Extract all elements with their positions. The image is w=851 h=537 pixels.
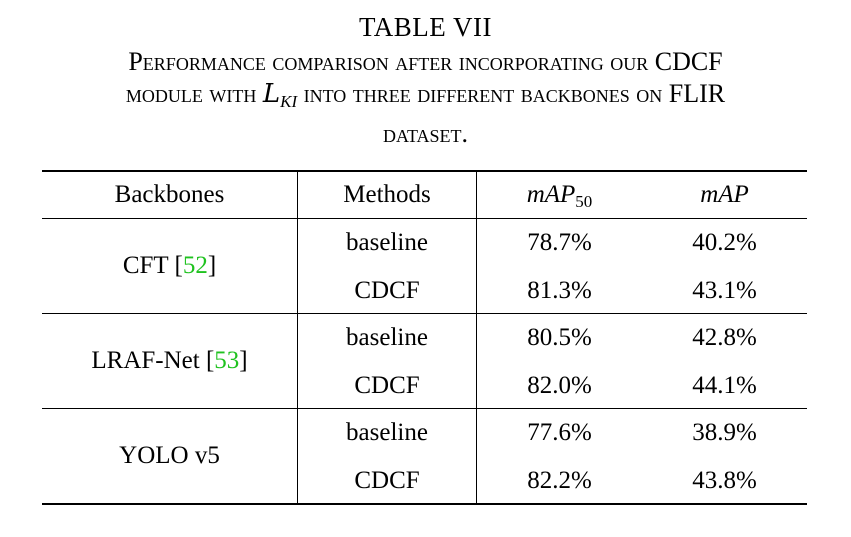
header-backbones: Backbones bbox=[114, 181, 225, 208]
caption-line-2-pre: module with bbox=[125, 79, 257, 108]
backbone-lraf-net: LRAF-Net [53] bbox=[91, 347, 248, 374]
table-label: TABLE VII bbox=[358, 12, 493, 42]
method-cell: CDCF bbox=[354, 467, 420, 494]
header-methods: Methods bbox=[343, 181, 431, 208]
group-rule-1 bbox=[42, 313, 807, 314]
map-cell: 40.2% bbox=[692, 229, 757, 256]
group-rule-2 bbox=[42, 408, 807, 409]
table-caption bbox=[0, 46, 851, 150]
citation-52[interactable]: 52 bbox=[182, 252, 208, 279]
map50-cell: 82.0% bbox=[527, 372, 592, 399]
map-cell: 43.8% bbox=[692, 467, 757, 494]
map50-cell: 77.6% bbox=[527, 419, 592, 446]
header-rule bbox=[42, 218, 807, 219]
header-map50: mAP$_{50}$ bbox=[526, 181, 593, 211]
map50-cell: 78.7% bbox=[527, 229, 592, 256]
map-cell: 43.1% bbox=[692, 277, 757, 304]
method-cell: CDCF bbox=[354, 277, 420, 304]
map50-cell: 82.2% bbox=[527, 467, 592, 494]
caption-line-2 bbox=[0, 78, 851, 118]
caption-line-1: Performance comparison after incorporating our CDCF bbox=[128, 47, 723, 76]
citation-53[interactable]: 53 bbox=[214, 347, 240, 374]
caption-line-3: dataset. bbox=[382, 119, 469, 148]
map-cell: 38.9% bbox=[692, 419, 757, 446]
caption-line-2-post: into three different backbones on FLIR bbox=[303, 79, 726, 108]
top-rule bbox=[42, 170, 807, 172]
backbone-cft: CFT [52] bbox=[122, 252, 217, 279]
map-cell: 42.8% bbox=[692, 324, 757, 351]
map50-cell: 80.5% bbox=[527, 324, 592, 351]
method-cell: CDCF bbox=[354, 372, 420, 399]
map50-cell: 81.3% bbox=[527, 277, 592, 304]
method-cell: baseline bbox=[346, 229, 428, 256]
map-cell: 44.1% bbox=[692, 372, 757, 399]
header-map: mAP bbox=[700, 181, 749, 208]
bottom-rule bbox=[42, 503, 807, 505]
backbone-yolo-v5: YOLO v5 bbox=[119, 442, 220, 469]
method-cell: baseline bbox=[346, 419, 428, 446]
method-cell: baseline bbox=[346, 324, 428, 351]
caption-math-symbol: $L_{KI}$ bbox=[262, 79, 298, 111]
